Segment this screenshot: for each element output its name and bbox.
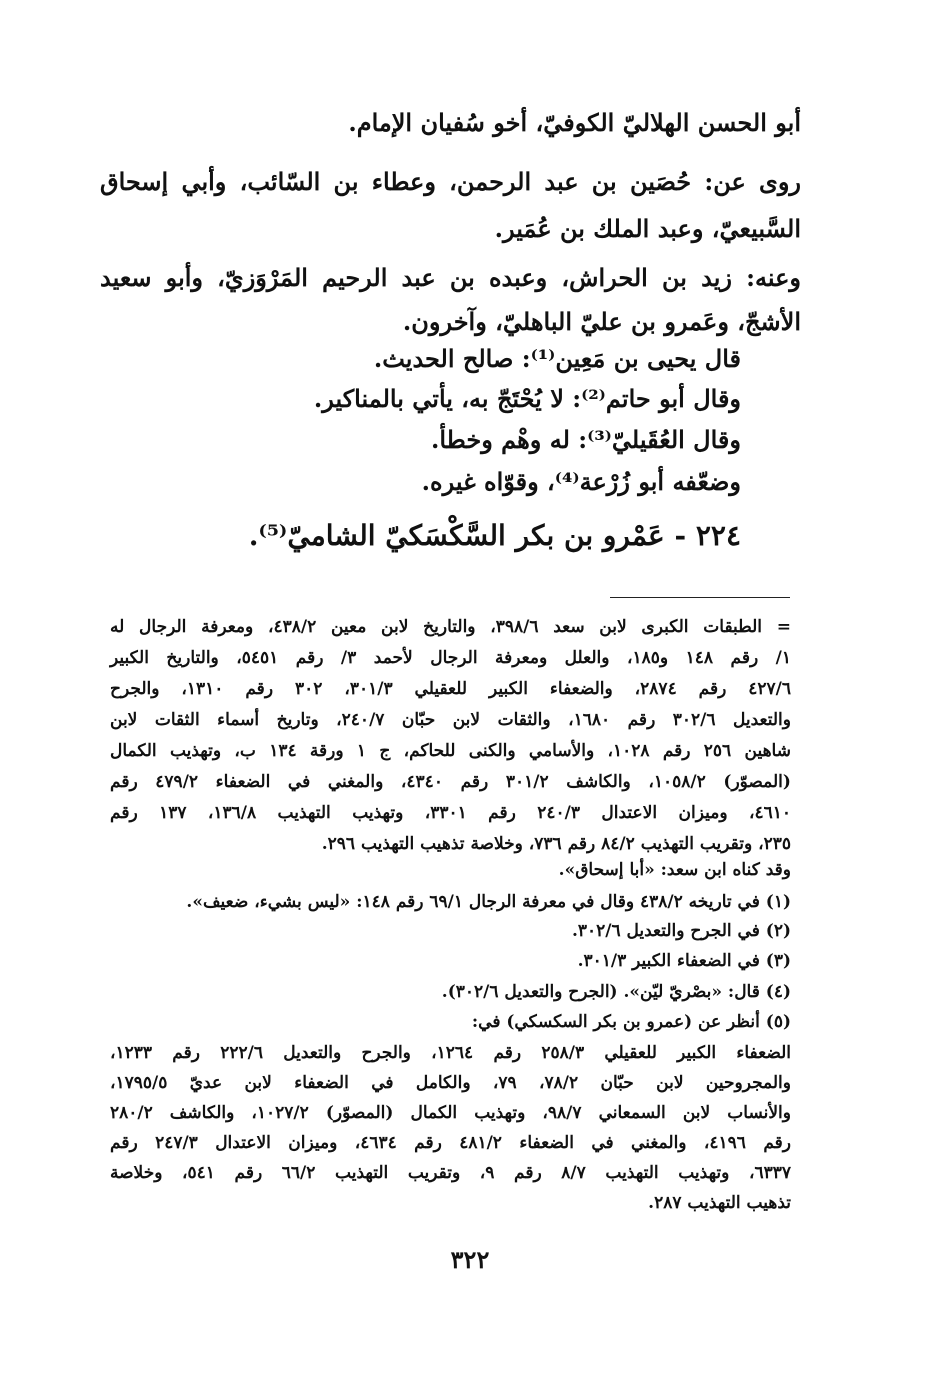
footnote-line: ٢٣٥، وتقريب التهذيب ٨٤/٢ رقم ٧٣٦، وخلاصة تذهيب التهذيب ٢٩٦.: [321, 834, 791, 854]
footnote-line: شاهين ٢٥٦ رقم ١٠٢٨، والأسامي والكنى للحاكم، ج ١ ورقة ١٣٤ ب، وتهذيب الكمال: [110, 741, 791, 761]
footnote-line: (المصوّر) ١٠٥٨/٢، والكاشف ٣٠١/٢ رقم ٤٣٤٠، والمغني في الضعفاء ٤٧٩/٢ رقم: [110, 772, 791, 792]
footnote-line: والأنساب لابن السمعاني ٩٨/٧، وتهذيب الكمال (المصوّر) ١٠٢٧/٢، والكاشف ٢٨٠/٢: [110, 1103, 791, 1123]
footnote-item: (٥) أنظر عن (عمرو بن بكر السكسكي) في:: [471, 1012, 791, 1032]
entry-heading: ٢٢٤ - عَمْرو بن بكر السَّكْسَكيّ الشاميّ⁽⁵⁾.: [248, 519, 741, 552]
footnote-item: (١) في تاريخه ٤٣٨/٢ وقال في معرفة الرجال ٦٩/١ رقم ١٤٨: «ليس بشيء، ضعيف».: [186, 892, 791, 912]
body-line: وقال أبو حاتم⁽²⁾: لا يُحْتَجّ به، يأتي بالمناكير.: [313, 384, 741, 413]
footnote-divider: [610, 597, 790, 598]
footnote-line: الضعفاء الكبير للعقيلي ٢٥٨/٣ رقم ١٢٦٤، والجرح والتعديل ٢٢٢/٦ رقم ١٢٣٣،: [110, 1043, 791, 1063]
footnote-line: رقم ٤١٩٦، والمغني في الضعفاء ٤٨١/٢ رقم ٤٦٣٤، وميزان الاعتدال ٢٤٧/٣ رقم: [110, 1133, 791, 1153]
footnote-item: (٤) قال: «بصْريّ ليّن». (الجرح والتعديل ٣٠٢/٦).: [441, 982, 791, 1002]
footnote-line: والتعديل ٣٠٢/٦ رقم ١٦٨٠، والثقات لابن حبّان ٢٤٠/٧، وتاريخ أسماء الثقات لابن: [110, 710, 791, 730]
body-line: وعنه: زيد بن الحراش، وعبده بن عبد الرحيم المَرْوَزيّ، وأبو سعيد: [100, 263, 801, 292]
footnote-line: ٤٢٧/٦ رقم ٢٨٧٤، والضعفاء الكبير للعقيلي ٣٠١/٣، ٣٠٢ رقم ١٣١٠، والجرح: [110, 679, 791, 699]
footnote-line: ١/ رقم ١٤٨ و١٨٥، والعلل ومعرفة الرجال لأحمد ٣/ رقم ٥٤٥١، والتاريخ الكبير: [110, 648, 792, 668]
footnote-line: وقد كناه ابن سعد: «أبا إسحاق».: [558, 860, 791, 880]
footnote-line: تذهيب التهذيب ٢٨٧.: [648, 1193, 791, 1213]
footnote-line: والمجروحين لابن حبّان ٧٨/٢، ٧٩، والكامل في الضعفاء لابن عديّ ١٧٩٥/٥،: [110, 1073, 791, 1093]
body-line: السَّبيعيّ، وعبد الملك بن عُمَير.: [494, 214, 801, 243]
footnote-item: (٢) في الجرح والتعديل ٣٠٢/٦.: [571, 921, 791, 941]
body-line: روى عن: حُصَين بن عبد الرحمن، وعطاء بن السّائب، وأبي إسحاق: [100, 167, 801, 196]
body-line: وضعّفه أبو زُرْعة⁽⁴⁾، وقوّاه غيره.: [421, 467, 741, 496]
body-line: الأشجّ، وعَمرو بن عليّ الباهليّ، وآخرون.: [402, 307, 801, 336]
footnote-line: = الطبقات الكبرى لابن سعد ٣٩٨/٦، والتاريخ لابن معين ٤٣٨/٢، ومعرفة الرجال له: [110, 617, 792, 637]
body-line: أبو الحسن الهلاليّ الكوفيّ، أخو سُفيان الإمام.: [348, 108, 801, 137]
footnote-line: ٤٦١٠، وميزان الاعتدال ٢٤٠/٣ رقم ٣٣٠١، وتهذيب التهذيب ١٣٦/٨، ١٣٧ رقم: [110, 803, 792, 823]
body-line: وقال العُقَيليّ⁽³⁾: له وهْم وخطأ.: [431, 425, 741, 454]
page-number: ٣٢٢: [450, 1245, 490, 1274]
footnote-item: (٣) في الضعفاء الكبير ٣٠١/٣.: [577, 951, 791, 971]
footnote-line: ٦٣٣٧، وتهذيب التهذيب ٨/٧ رقم ٩، وتقريب التهذيب ٦٦/٢ رقم ٥٤١، وخلاصة: [110, 1163, 791, 1183]
body-line: قال يحيى بن مَعِين⁽¹⁾: صالح الحديث.: [373, 344, 741, 373]
